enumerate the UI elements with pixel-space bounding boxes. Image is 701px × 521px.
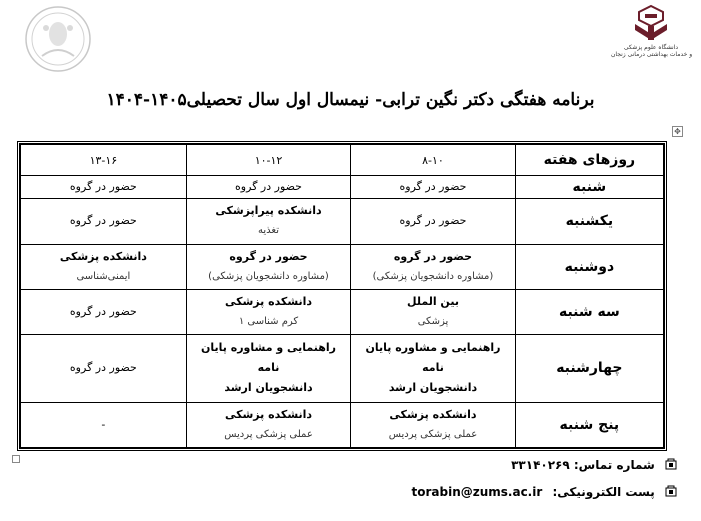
contact-phone	[511, 458, 677, 473]
day-cell: چهارشنبه	[515, 335, 663, 402]
schedule-cell	[186, 335, 350, 402]
table-row	[21, 335, 664, 402]
cell-title: دانشکده پزشکی	[59, 249, 147, 263]
schedule-cell	[186, 244, 350, 289]
cell-title: راهنمایی و مشاوره پایان نامه	[365, 341, 501, 375]
schedule-cell	[351, 335, 515, 402]
phone-bullet-icon	[665, 458, 677, 473]
schedule-cell	[351, 289, 515, 334]
schedule-cell	[21, 199, 187, 244]
schedule-cell	[186, 289, 350, 334]
faculty-seal-icon	[20, 4, 96, 74]
cell-text: حضور در گروه	[69, 214, 137, 228]
cell-subtitle: کرم شناسی ۱	[238, 316, 299, 328]
cell-text: -	[101, 417, 106, 431]
table-header-row	[21, 145, 664, 176]
cell-text: حضور در گروه	[69, 305, 137, 319]
schedule-cell	[21, 176, 187, 199]
cell-title: دانشکده پزشکی	[224, 295, 313, 309]
cell-subtitle: تغذیه	[258, 225, 280, 237]
contact-email	[412, 485, 678, 500]
cell-text: حضور در گروه	[399, 180, 467, 194]
phone-number: ۳۳۱۴۰۲۶۹	[511, 458, 570, 472]
cell-title: بین الملل	[407, 295, 459, 309]
schedule-cell	[351, 244, 515, 289]
logo-text-line2: و خدمات بهداشتی درمانی زنجان	[611, 51, 693, 58]
cell-title: حضور در گروه	[393, 249, 473, 263]
cell-title: دانشکده پزشکی	[389, 407, 477, 421]
page-title: برنامه هفتگی دکتر نگین ترابی- نیمسال اول سال تحصیلی۱۴۰۵-۱۴۰۴	[106, 90, 595, 110]
table-row	[21, 176, 664, 199]
cell-subtitle: (مشاوره دانشجویان پزشکی)	[208, 270, 329, 282]
email-label: پست الکترونیکی:	[552, 485, 655, 499]
cell-subtitle: پزشکی	[417, 316, 449, 328]
cell-text: حضور در گروه	[399, 214, 467, 228]
table-row	[21, 199, 664, 244]
cell-text: حضور در گروه	[69, 361, 137, 375]
table-row	[21, 244, 664, 289]
cell-subtitle: عملی پزشکی پردیس	[388, 428, 478, 440]
cell-title: دانشکده پیراپزشکی	[215, 204, 322, 218]
logo-text-line1: دانشگاه علوم پزشکی	[623, 44, 679, 51]
email-bullet-icon	[665, 485, 677, 500]
table-resize-handle[interactable]	[12, 455, 20, 463]
schedule-cell	[186, 176, 350, 199]
cell-title: راهنمایی و مشاوره پایان نامه	[200, 341, 337, 375]
header-slot-3: ۱۳-۱۶	[21, 145, 187, 176]
table-row	[21, 289, 664, 334]
cell-subtitle: ایمنی‌شناسی	[76, 270, 131, 282]
day-cell: پنج شنبه	[515, 402, 663, 447]
email-address[interactable]: torabin@zums.ac.ir	[411, 485, 543, 499]
weekly-schedule-table	[17, 141, 667, 451]
schedule-cell	[351, 176, 515, 199]
header-days: روزهای هفته	[515, 145, 663, 176]
university-logo	[611, 4, 691, 66]
day-cell: دوشنبه	[515, 244, 663, 289]
day-cell: سه شنبه	[515, 289, 663, 334]
cell-title: دانشکده پزشکی	[224, 407, 313, 421]
day-cell: یکشنبه	[515, 199, 663, 244]
cell-subtitle: عملی پزشکی پردیس	[224, 428, 313, 440]
schedule-cell	[21, 244, 187, 289]
schedule-cell	[21, 335, 187, 402]
cell-text: حضور در گروه	[69, 180, 137, 194]
header-slot-1: ۸-۱۰	[351, 145, 515, 176]
schedule-cell	[21, 402, 187, 447]
schedule-cell	[186, 199, 350, 244]
cell-subtitle: (مشاوره دانشجویان پزشکی)	[372, 270, 494, 282]
phone-label: شماره تماس:	[573, 458, 655, 472]
table-row	[21, 402, 664, 447]
faculty-logo	[20, 4, 96, 74]
university-emblem-icon	[629, 4, 673, 44]
day-cell: شنبه	[515, 176, 663, 199]
cell-title: حضور در گروه	[229, 249, 308, 263]
cell-title-line2: دانشجویان ارشد	[224, 381, 313, 395]
schedule-cell	[351, 402, 515, 447]
cell-text: حضور در گروه	[235, 180, 302, 194]
cell-title-line2: دانشجویان ارشد	[388, 381, 478, 395]
schedule-cell	[21, 289, 187, 334]
schedule-cell	[186, 402, 350, 447]
header-slot-2: ۱۰-۱۲	[186, 145, 350, 176]
schedule-cell	[351, 199, 515, 244]
table-move-handle-icon[interactable]: ✥	[672, 126, 683, 137]
